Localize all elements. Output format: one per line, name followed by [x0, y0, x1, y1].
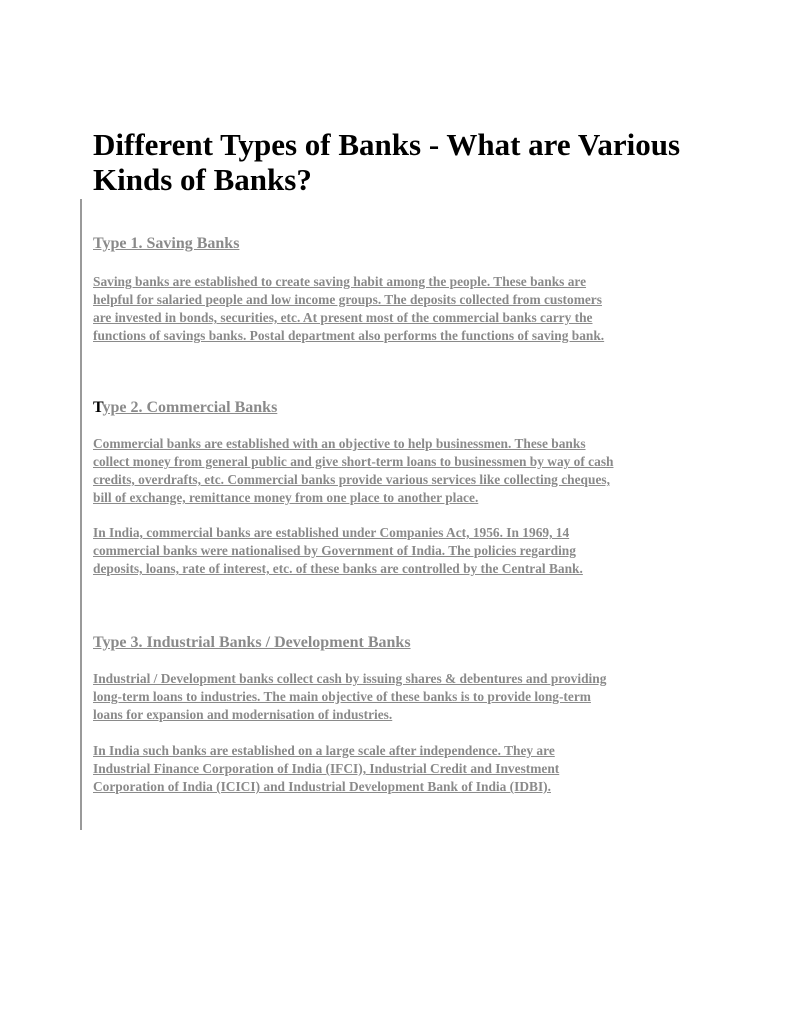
section-heading-link[interactable]: Type 1. Saving Banks — [93, 235, 240, 252]
paragraph-line: Corporation of India (ICICI) and Industrial Development Bank of India (IDBI). — [93, 779, 551, 794]
paragraph-saving-banks — [93, 273, 604, 345]
title-line: Different Types of Banks - What are Various — [93, 127, 681, 162]
paragraph-line: In India such banks are established on a large scale after independence. They are — [93, 743, 555, 758]
paragraph-industrial-banks-2 — [93, 742, 559, 796]
left-vertical-rule — [80, 199, 82, 830]
paragraph-line: Industrial / Development banks collect cash by issuing shares & debentures and providing — [93, 671, 607, 686]
paragraph-line: long-term loans to industries. The main objective of these banks is to provide long-term — [93, 689, 591, 704]
heading-initial-letter: T — [93, 399, 103, 416]
paragraph-link[interactable] — [93, 435, 613, 507]
paragraph-line: commercial banks were nationalised by Government of India. The policies regarding — [93, 543, 576, 558]
section-heading-link[interactable]: Type 3. Industrial Banks / Development Banks — [93, 634, 411, 651]
paragraph-link[interactable] — [93, 742, 559, 796]
page-title — [93, 127, 733, 197]
paragraph-line: Commercial banks are established with an objective to help businessmen. These banks — [93, 436, 586, 451]
paragraph-link[interactable] — [93, 273, 604, 345]
paragraph-commercial-banks-2 — [93, 524, 583, 578]
paragraph-line: Saving banks are established to create saving habit among the people. These banks are — [93, 274, 587, 289]
paragraph-line: helpful for salaried people and low income groups. The deposits collected from customers — [93, 292, 602, 307]
paragraph-line: In India, commercial banks are established under Companies Act, 1956. In 1969, 14 — [93, 525, 570, 540]
title-line: Kinds of Banks? — [93, 162, 312, 197]
paragraph-line: loans for expansion and modernisation of industries. — [93, 707, 393, 722]
section-heading-industrial-banks — [93, 633, 411, 653]
section-heading-link[interactable]: ype 2. Commercial Banks — [102, 399, 278, 416]
paragraph-line: functions of savings banks. Postal department also performs the functions of saving bank. — [93, 328, 605, 343]
paragraph-link[interactable] — [93, 670, 606, 724]
paragraph-industrial-banks-1 — [93, 670, 606, 724]
paragraph-line: deposits, loans, rate of interest, etc. of these banks are controlled by the Central Bank. — [93, 561, 583, 576]
section-heading-saving-banks — [93, 234, 239, 254]
section-heading-commercial-banks — [93, 398, 277, 418]
paragraph-line: credits, overdrafts, etc. Commercial banks provide various services like collecting cheques, — [93, 472, 610, 487]
paragraph-commercial-banks-1 — [93, 435, 613, 507]
paragraph-link[interactable] — [93, 524, 583, 578]
paragraph-line: bill of exchange, remittance money from one place to another place. — [93, 490, 479, 505]
paragraph-line: Industrial Finance Corporation of India (IFCI), Industrial Credit and Investment — [93, 761, 560, 776]
paragraph-line: collect money from general public and give short-term loans to businessmen by way of cash — [93, 454, 614, 469]
paragraph-line: are invested in bonds, securities, etc. At present most of the commercial banks carry the — [93, 310, 593, 325]
